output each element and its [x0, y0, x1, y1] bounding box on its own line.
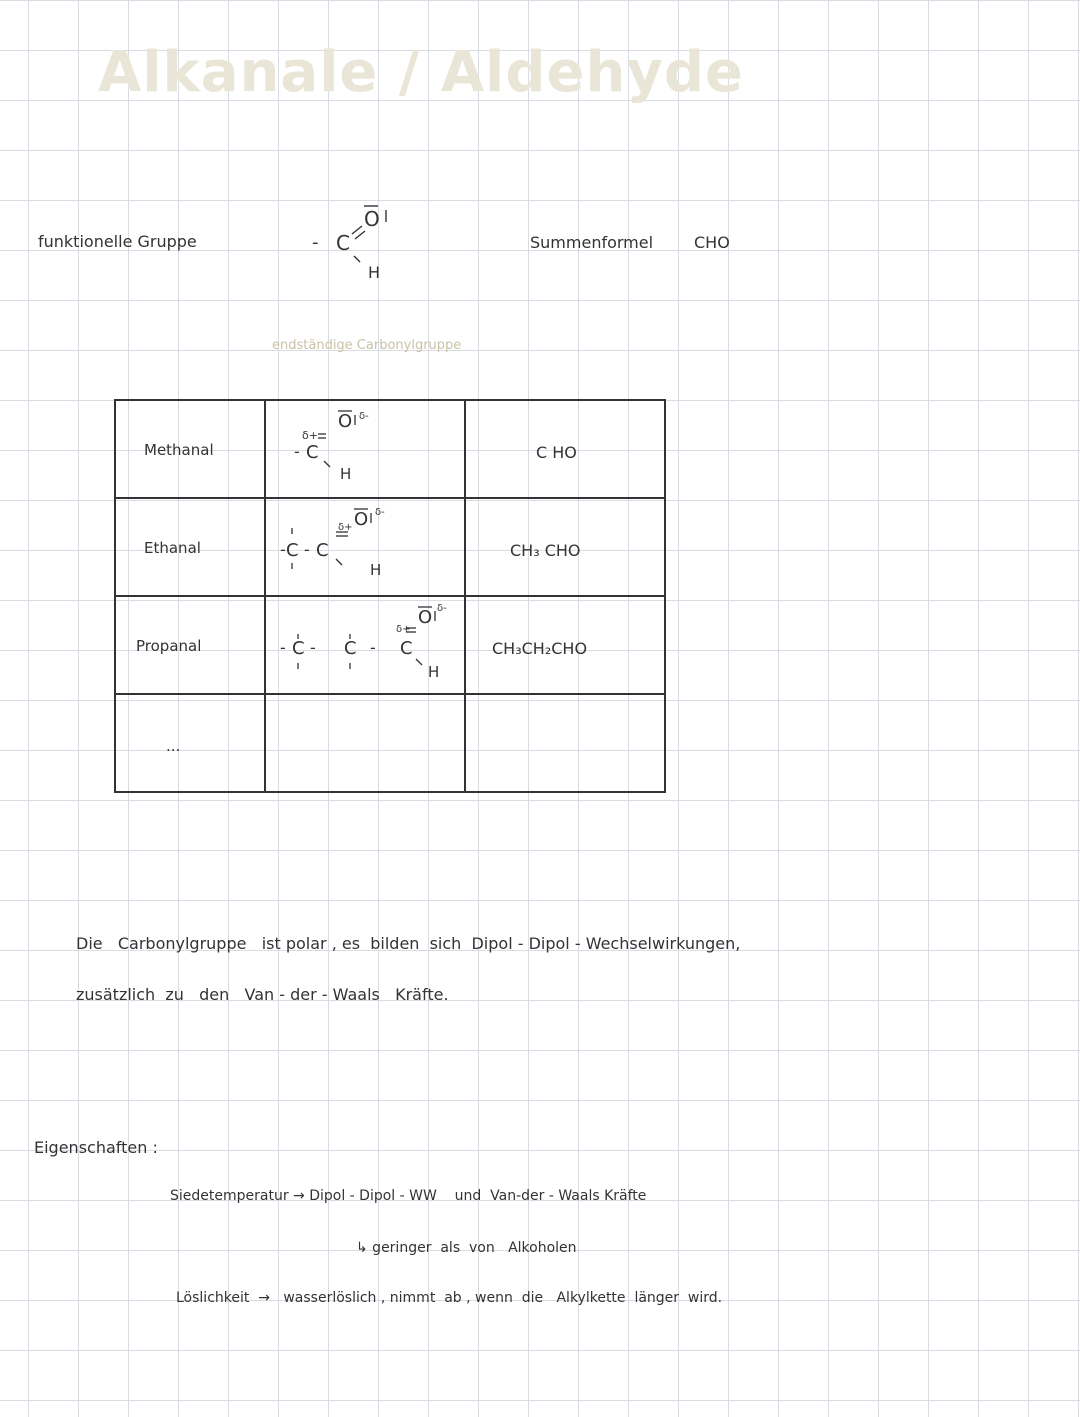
- delta-plus: δ+: [302, 429, 318, 442]
- carbon: C: [316, 540, 329, 561]
- row-name-propanal: Propanal: [136, 637, 202, 655]
- functional-group-label: funktionelle Gruppe: [38, 232, 197, 251]
- dash: -: [294, 442, 300, 461]
- properties-heading: Eigenschaften :: [34, 1138, 158, 1157]
- hydrogen: H: [370, 561, 382, 579]
- fg-oxygen: O: [364, 207, 380, 231]
- structure-propanal: [266, 597, 464, 693]
- table-row: [115, 498, 665, 596]
- formula-methanal: C HO: [536, 443, 577, 462]
- carbon: C: [344, 638, 357, 659]
- polarity-text-line2: zusätzlich zu den Van - der - Waals Kräfte.: [76, 985, 449, 1004]
- row-name-ellipsis: ...: [166, 737, 181, 755]
- carbon: C: [306, 442, 319, 463]
- page-title: Alkanale / Aldehyde: [98, 40, 744, 105]
- sum-formula-label: Summenformel: [530, 233, 654, 252]
- boiling-point-line: Siedetemperatur → Dipol - Dipol - WW und Van-der - Waals Kräfte: [170, 1188, 647, 1204]
- dash: -: [280, 540, 286, 559]
- table-row: [115, 596, 665, 694]
- delta-minus: δ-: [437, 603, 447, 614]
- structure-methanal: [266, 401, 464, 497]
- delta-minus: δ-: [375, 507, 385, 518]
- delta-plus: δ+: [338, 522, 353, 533]
- structure-ethanal: [266, 499, 464, 595]
- carbon: C: [400, 638, 413, 659]
- oxygen: O: [338, 411, 353, 432]
- formula-propanal: CH₃CH₂CHO: [492, 639, 588, 658]
- solubility-line: Löslichkeit → wasserlöslich , nimmt ab , wenn die Alkylkette länger wird.: [176, 1290, 723, 1306]
- fg-dash: -: [312, 232, 319, 253]
- table-row: [115, 694, 665, 792]
- table-row: [115, 400, 665, 498]
- dash: -: [370, 638, 376, 657]
- dash: -: [280, 638, 286, 657]
- formula-ethanal: CH₃ CHO: [510, 541, 581, 560]
- carbon: C: [292, 638, 305, 659]
- oxygen: O: [354, 509, 369, 530]
- delta-plus: δ+: [396, 624, 411, 635]
- hydrogen: H: [340, 465, 352, 483]
- fg-carbon: C: [336, 231, 350, 255]
- sum-formula-value: CHO: [694, 233, 730, 252]
- dash: -: [304, 540, 310, 559]
- delta-minus: δ-: [359, 411, 369, 422]
- row-name-methanal: Methanal: [144, 441, 214, 459]
- aldehyde-table: [114, 399, 666, 793]
- row-name-ethanal: Ethanal: [144, 539, 201, 557]
- carbonyl-caption: endständige Carbonylgruppe: [272, 338, 462, 353]
- polarity-text-line1: Die Carbonylgruppe ist polar , es bilden sich Dipol - Dipol - Wechselwirkungen,: [76, 934, 741, 953]
- fg-hydrogen: H: [368, 263, 381, 282]
- oxygen: O: [418, 607, 433, 628]
- dash: -: [310, 638, 316, 657]
- hydrogen: H: [428, 663, 440, 681]
- carbon: C: [286, 540, 299, 561]
- functional-group-structure: [300, 190, 420, 290]
- boiling-point-subline: ↳ geringer als von Alkoholen: [356, 1240, 577, 1256]
